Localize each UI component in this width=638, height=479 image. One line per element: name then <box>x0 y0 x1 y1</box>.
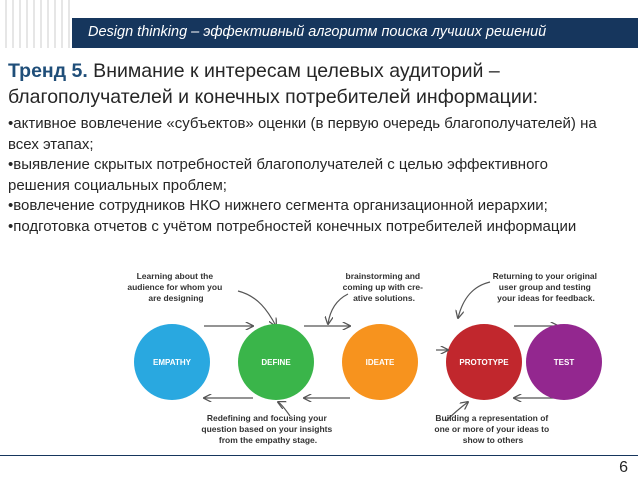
note-line: coming up with cre- <box>342 282 423 292</box>
note-line: one or more of your ideas to <box>434 424 550 434</box>
slide-title <box>8 58 608 110</box>
note-ideate <box>343 271 426 303</box>
note-line: ative solutions. <box>353 293 415 303</box>
note-line: brainstorming and <box>345 271 421 281</box>
header-bar <box>72 18 638 48</box>
note-line: from the empathy stage. <box>218 435 318 445</box>
note-empathy <box>127 271 224 303</box>
stage-ideate-label: IDEATE <box>365 358 395 367</box>
note-line: Redefining and focusing your <box>206 413 327 423</box>
note-test <box>493 271 600 303</box>
design-thinking-diagram <box>118 266 618 451</box>
bullet-item: •вовлечение сотрудников НКО нижнего сегмента организационной иерархии; <box>8 197 548 214</box>
stage-prototype-label: PROTOTYPE <box>459 358 509 367</box>
bullet-item: •подготовка отчетов с учётом потребностей конечных потребителей информации <box>8 217 577 235</box>
pointer-arrow <box>458 282 490 318</box>
footer-divider <box>0 455 638 456</box>
note-define <box>201 413 334 445</box>
stage-test-label: TEST <box>553 358 575 367</box>
pointer-arrow <box>238 291 276 326</box>
slide-title-text: Внимание к интересам целевых аудиторий – благополучателей и конечных потребителей информации: <box>8 60 539 108</box>
note-line: Returning to your original <box>492 271 597 281</box>
note-line: question based on your insights <box>201 424 333 434</box>
slide-title-accent: Тренд 5. <box>8 60 88 82</box>
header-stripes <box>0 0 72 48</box>
note-line: Learning about the <box>136 271 214 281</box>
stage-empathy-label: EMPATHY <box>153 358 191 367</box>
bullet-list <box>8 114 608 237</box>
slide-content <box>8 58 608 237</box>
note-line: your ideas for feedback. <box>497 293 595 303</box>
note-line: Building a representation of <box>435 413 549 423</box>
note-line: audience for whom you <box>127 282 223 292</box>
bullet-item: •выявление скрытых потребностей благополучателей с целью эффективного решения социальных проблем; <box>8 156 548 194</box>
stage-define-label: DEFINE <box>261 358 291 367</box>
pointer-arrow <box>328 294 348 324</box>
note-line: show to others <box>462 435 524 445</box>
page-number: 6 <box>619 459 628 476</box>
note-line: user group and testing <box>498 282 591 292</box>
note-prototype <box>434 413 551 445</box>
note-line: are designing <box>148 293 204 303</box>
header-title: Design thinking – эффективный алгоритм поиска лучших решений <box>88 24 547 40</box>
bullet-item: •активное вовлечение «субъектов» оценки (в первую очередь благополучателей) на всех этапах; <box>8 115 597 153</box>
